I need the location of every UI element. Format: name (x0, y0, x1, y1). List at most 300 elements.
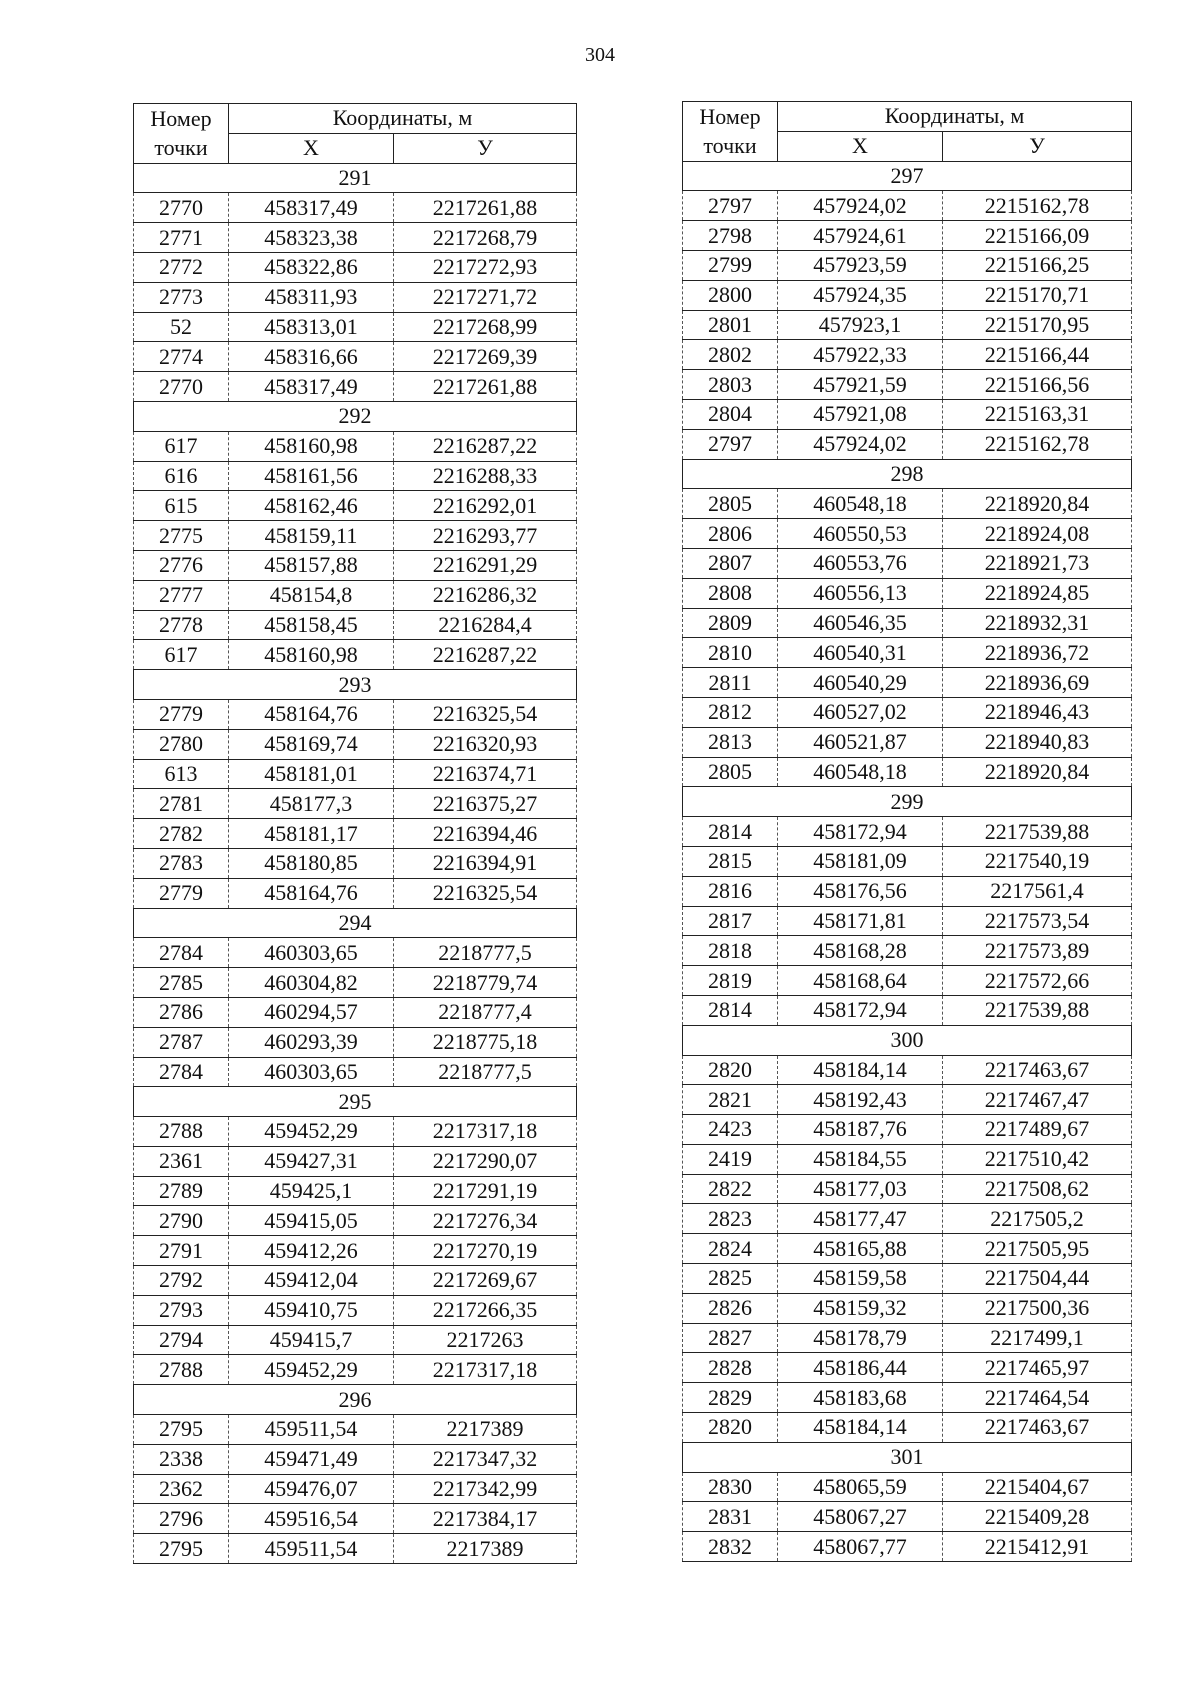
table-row (683, 1234, 1132, 1264)
y-coordinate-cell: 2215162,78 (943, 429, 1132, 459)
coordinates-table-left (133, 103, 577, 1564)
y-coordinate-cell: 2217291,19 (394, 1176, 577, 1206)
point-number-cell: 2778 (134, 610, 229, 640)
point-number-cell: 2826 (683, 1293, 778, 1323)
y-coordinate-cell: 2217463,67 (943, 1055, 1132, 1085)
point-number-cell: 2790 (134, 1206, 229, 1236)
table-row (134, 759, 577, 789)
x-coordinate-cell: 458067,77 (778, 1532, 943, 1562)
point-number-cell: 2787 (134, 1027, 229, 1057)
y-coordinate-cell: 2217573,54 (943, 906, 1132, 936)
table-row (134, 1355, 577, 1385)
x-coordinate-cell: 458168,28 (778, 936, 943, 966)
point-number-cell: 2785 (134, 968, 229, 998)
x-coordinate-cell: 460540,31 (778, 638, 943, 668)
table-row (683, 1055, 1132, 1085)
table-row (134, 1325, 577, 1355)
x-coordinate-cell: 459415,05 (229, 1206, 394, 1236)
y-coordinate-cell: 2217276,34 (394, 1206, 577, 1236)
x-coordinate-cell: 458317,49 (229, 372, 394, 402)
table-row (683, 1204, 1132, 1234)
group-number: 294 (134, 908, 577, 938)
point-number-cell: 2798 (683, 221, 778, 251)
table-row (683, 340, 1132, 370)
x-coordinate-cell: 460293,39 (229, 1027, 394, 1057)
x-coordinate-cell: 458171,81 (778, 906, 943, 936)
x-coordinate-cell: 458187,76 (778, 1115, 943, 1145)
point-number-cell: 2795 (134, 1534, 229, 1564)
y-coordinate-cell: 2217389 (394, 1415, 577, 1445)
x-coordinate-cell: 458176,56 (778, 876, 943, 906)
table-row (134, 1534, 577, 1564)
group-number: 297 (683, 161, 1132, 191)
y-coordinate-cell: 2215404,67 (943, 1472, 1132, 1502)
y-coordinate-cell: 2217572,66 (943, 966, 1132, 996)
x-coordinate-cell: 458177,47 (778, 1204, 943, 1234)
table-row (134, 461, 577, 491)
y-coordinate-cell: 2216293,77 (394, 521, 577, 551)
y-coordinate-cell: 2216288,33 (394, 461, 577, 491)
group-number: 301 (683, 1442, 1132, 1472)
table-row (683, 1115, 1132, 1145)
table-body (134, 163, 577, 1563)
y-coordinate-cell: 2217347,32 (394, 1444, 577, 1474)
y-coordinate-cell: 2215170,71 (943, 280, 1132, 310)
table-row (683, 1144, 1132, 1174)
point-number-cell: 2770 (134, 193, 229, 223)
y-coordinate-cell: 2217317,18 (394, 1355, 577, 1385)
y-coordinate-cell: 2217272,93 (394, 252, 577, 282)
point-number-cell: 2786 (134, 997, 229, 1027)
table-row (683, 1413, 1132, 1443)
table-row (683, 727, 1132, 757)
y-coordinate-cell: 2218936,72 (943, 638, 1132, 668)
group-header-row (683, 459, 1132, 489)
x-coordinate-cell: 458164,76 (229, 878, 394, 908)
point-number-cell: 2800 (683, 280, 778, 310)
point-number-cell: 617 (134, 431, 229, 461)
point-number-cell: 2823 (683, 1204, 778, 1234)
table-row (134, 729, 577, 759)
table-row (683, 876, 1132, 906)
header-coordinates: Координаты, м (778, 102, 1132, 132)
y-coordinate-cell: 2218920,84 (943, 489, 1132, 519)
table-row (134, 938, 577, 968)
point-number-cell: 2784 (134, 938, 229, 968)
table-row (683, 697, 1132, 727)
group-header-row (683, 787, 1132, 817)
y-coordinate-cell: 2218946,43 (943, 697, 1132, 727)
header-x: Х (778, 131, 943, 161)
group-header-row (683, 1025, 1132, 1055)
x-coordinate-cell: 460527,02 (778, 697, 943, 727)
y-coordinate-cell: 2216286,32 (394, 580, 577, 610)
x-coordinate-cell: 458160,98 (229, 640, 394, 670)
x-coordinate-cell: 458180,85 (229, 848, 394, 878)
x-coordinate-cell: 458184,55 (778, 1144, 943, 1174)
x-coordinate-cell: 458313,01 (229, 312, 394, 342)
header-y: У (943, 131, 1132, 161)
point-number-cell: 2816 (683, 876, 778, 906)
y-coordinate-cell: 2217271,72 (394, 282, 577, 312)
table-row (134, 1057, 577, 1087)
table-row (683, 548, 1132, 578)
table-row (683, 429, 1132, 459)
x-coordinate-cell: 458172,94 (778, 995, 943, 1025)
x-coordinate-cell: 458183,68 (778, 1383, 943, 1413)
table-row (683, 250, 1132, 280)
table-row (134, 848, 577, 878)
point-number-cell: 2774 (134, 342, 229, 372)
y-coordinate-cell: 2217389 (394, 1534, 577, 1564)
header-x: Х (229, 133, 394, 163)
point-number-cell: 2362 (134, 1474, 229, 1504)
table-row (134, 312, 577, 342)
x-coordinate-cell: 459415,7 (229, 1325, 394, 1355)
x-coordinate-cell: 460548,18 (778, 489, 943, 519)
table-row (134, 1236, 577, 1266)
y-coordinate-cell: 2216325,54 (394, 699, 577, 729)
header-point-number: Номер точки (134, 104, 229, 164)
x-coordinate-cell: 457924,02 (778, 429, 943, 459)
y-coordinate-cell: 2217510,42 (943, 1144, 1132, 1174)
x-coordinate-cell: 458192,43 (778, 1085, 943, 1115)
y-coordinate-cell: 2217266,35 (394, 1295, 577, 1325)
x-coordinate-cell: 458172,94 (778, 817, 943, 847)
table-row (683, 608, 1132, 638)
x-coordinate-cell: 459412,04 (229, 1266, 394, 1296)
x-coordinate-cell: 458157,88 (229, 550, 394, 580)
coordinates-table-right (682, 101, 1132, 1562)
group-number: 300 (683, 1025, 1132, 1055)
y-coordinate-cell: 2217261,88 (394, 193, 577, 223)
y-coordinate-cell: 2215412,91 (943, 1532, 1132, 1562)
y-coordinate-cell: 2218777,5 (394, 938, 577, 968)
x-coordinate-cell: 457923,1 (778, 310, 943, 340)
point-number-cell: 2817 (683, 906, 778, 936)
group-number: 291 (134, 163, 577, 193)
x-coordinate-cell: 459427,31 (229, 1146, 394, 1176)
point-number-cell: 2822 (683, 1174, 778, 1204)
table-row (683, 399, 1132, 429)
x-coordinate-cell: 459471,49 (229, 1444, 394, 1474)
y-coordinate-cell: 2217290,07 (394, 1146, 577, 1176)
point-number-cell: 2802 (683, 340, 778, 370)
header-coordinates: Координаты, м (229, 104, 577, 134)
x-coordinate-cell: 460546,35 (778, 608, 943, 638)
point-number-cell: 2771 (134, 223, 229, 253)
table-row (134, 521, 577, 551)
point-number-cell: 2796 (134, 1504, 229, 1534)
point-number-cell: 2804 (683, 399, 778, 429)
x-coordinate-cell: 458159,11 (229, 521, 394, 551)
point-number-cell: 2801 (683, 310, 778, 340)
y-coordinate-cell: 2216320,93 (394, 729, 577, 759)
table-row (134, 1266, 577, 1296)
table-row (134, 968, 577, 998)
table-row (683, 1383, 1132, 1413)
x-coordinate-cell: 458181,09 (778, 846, 943, 876)
point-number-cell: 2807 (683, 548, 778, 578)
x-coordinate-cell: 458162,46 (229, 491, 394, 521)
point-number-cell: 2773 (134, 282, 229, 312)
x-coordinate-cell: 460294,57 (229, 997, 394, 1027)
y-coordinate-cell: 2217464,54 (943, 1383, 1132, 1413)
x-coordinate-cell: 458159,32 (778, 1293, 943, 1323)
x-coordinate-cell: 458164,76 (229, 699, 394, 729)
point-number-cell: 2361 (134, 1146, 229, 1176)
x-coordinate-cell: 460548,18 (778, 757, 943, 787)
table-row (134, 878, 577, 908)
y-coordinate-cell: 2216287,22 (394, 431, 577, 461)
x-coordinate-cell: 460304,82 (229, 968, 394, 998)
group-header-row (134, 401, 577, 431)
point-number-cell: 2776 (134, 550, 229, 580)
table-row (683, 906, 1132, 936)
y-coordinate-cell: 2217269,39 (394, 342, 577, 372)
y-coordinate-cell: 2217540,19 (943, 846, 1132, 876)
x-coordinate-cell: 459476,07 (229, 1474, 394, 1504)
y-coordinate-cell: 2215166,56 (943, 370, 1132, 400)
x-coordinate-cell: 458181,01 (229, 759, 394, 789)
table-row (683, 191, 1132, 221)
table-row (683, 1293, 1132, 1323)
y-coordinate-cell: 2218777,4 (394, 997, 577, 1027)
x-coordinate-cell: 458186,44 (778, 1353, 943, 1383)
table-row (134, 1295, 577, 1325)
point-number-cell: 2814 (683, 817, 778, 847)
point-number-cell: 2803 (683, 370, 778, 400)
group-number: 295 (134, 1087, 577, 1117)
x-coordinate-cell: 458154,8 (229, 580, 394, 610)
y-coordinate-cell: 2217508,62 (943, 1174, 1132, 1204)
point-number-cell: 2788 (134, 1117, 229, 1147)
table-row (683, 1353, 1132, 1383)
x-coordinate-cell: 458181,17 (229, 819, 394, 849)
x-coordinate-cell: 457923,59 (778, 250, 943, 280)
point-number-cell: 2789 (134, 1176, 229, 1206)
y-coordinate-cell: 2217384,17 (394, 1504, 577, 1534)
x-coordinate-cell: 457921,08 (778, 399, 943, 429)
y-coordinate-cell: 2218779,74 (394, 968, 577, 998)
y-coordinate-cell: 2217489,67 (943, 1115, 1132, 1145)
y-coordinate-cell: 2217573,89 (943, 936, 1132, 966)
point-number-cell: 2782 (134, 819, 229, 849)
group-header-row (134, 670, 577, 700)
y-coordinate-cell: 2216284,4 (394, 610, 577, 640)
x-coordinate-cell: 458177,03 (778, 1174, 943, 1204)
point-number-cell: 2825 (683, 1264, 778, 1294)
table-row (134, 252, 577, 282)
point-number-cell: 2780 (134, 729, 229, 759)
y-coordinate-cell: 2216394,46 (394, 819, 577, 849)
y-coordinate-cell: 2217465,97 (943, 1353, 1132, 1383)
group-header-row (134, 1087, 577, 1117)
table-row (134, 1444, 577, 1474)
x-coordinate-cell: 457922,33 (778, 340, 943, 370)
point-number-cell: 2775 (134, 521, 229, 551)
y-coordinate-cell: 2217539,88 (943, 995, 1132, 1025)
x-coordinate-cell: 459511,54 (229, 1534, 394, 1564)
point-number-cell: 2832 (683, 1532, 778, 1562)
point-number-cell: 2806 (683, 519, 778, 549)
point-number-cell: 2821 (683, 1085, 778, 1115)
y-coordinate-cell: 2217261,88 (394, 372, 577, 402)
point-number-cell: 2824 (683, 1234, 778, 1264)
x-coordinate-cell: 458168,64 (778, 966, 943, 996)
table-row (683, 757, 1132, 787)
point-number-cell: 617 (134, 640, 229, 670)
table-row (134, 580, 577, 610)
y-coordinate-cell: 2217342,99 (394, 1474, 577, 1504)
table-body (683, 161, 1132, 1561)
y-coordinate-cell: 2217499,1 (943, 1323, 1132, 1353)
y-coordinate-cell: 2218924,08 (943, 519, 1132, 549)
table-row (134, 1146, 577, 1176)
point-number-cell: 2809 (683, 608, 778, 638)
point-number-cell: 2818 (683, 936, 778, 966)
x-coordinate-cell: 460550,53 (778, 519, 943, 549)
x-coordinate-cell: 457924,61 (778, 221, 943, 251)
group-header-row (683, 161, 1132, 191)
table-row (134, 819, 577, 849)
table-row (683, 668, 1132, 698)
x-coordinate-cell: 458184,14 (778, 1413, 943, 1443)
x-coordinate-cell: 460521,87 (778, 727, 943, 757)
point-number-cell: 2805 (683, 757, 778, 787)
table-row (683, 1174, 1132, 1204)
y-coordinate-cell: 2215166,44 (943, 340, 1132, 370)
point-number-cell: 2829 (683, 1383, 778, 1413)
table-row (683, 1264, 1132, 1294)
point-number-cell: 2815 (683, 846, 778, 876)
y-coordinate-cell: 2217467,47 (943, 1085, 1132, 1115)
y-coordinate-cell: 2216375,27 (394, 789, 577, 819)
table-row (683, 1085, 1132, 1115)
y-coordinate-cell: 2217317,18 (394, 1117, 577, 1147)
x-coordinate-cell: 457921,59 (778, 370, 943, 400)
table-row (134, 699, 577, 729)
x-coordinate-cell: 458323,38 (229, 223, 394, 253)
point-number-cell: 2813 (683, 727, 778, 757)
table-row (134, 1415, 577, 1445)
x-coordinate-cell: 458165,88 (778, 1234, 943, 1264)
y-coordinate-cell: 2217504,44 (943, 1264, 1132, 1294)
table-row (134, 1027, 577, 1057)
point-number-cell: 2770 (134, 372, 229, 402)
x-coordinate-cell: 459410,75 (229, 1295, 394, 1325)
point-number-cell: 2779 (134, 878, 229, 908)
point-number-cell: 2338 (134, 1444, 229, 1474)
table-row (683, 370, 1132, 400)
point-number-cell: 615 (134, 491, 229, 521)
x-coordinate-cell: 458317,49 (229, 193, 394, 223)
point-number-cell: 2795 (134, 1415, 229, 1445)
point-number-cell: 2772 (134, 252, 229, 282)
point-number-cell: 2791 (134, 1236, 229, 1266)
y-coordinate-cell: 2218936,69 (943, 668, 1132, 698)
x-coordinate-cell: 458184,14 (778, 1055, 943, 1085)
y-coordinate-cell: 2217270,19 (394, 1236, 577, 1266)
point-number-cell: 2799 (683, 250, 778, 280)
x-coordinate-cell: 458161,56 (229, 461, 394, 491)
y-coordinate-cell: 2216292,01 (394, 491, 577, 521)
header-y: У (394, 133, 577, 163)
x-coordinate-cell: 459516,54 (229, 1504, 394, 1534)
table-row (683, 936, 1132, 966)
point-number-cell: 2781 (134, 789, 229, 819)
y-coordinate-cell: 2217539,88 (943, 817, 1132, 847)
table-row (134, 193, 577, 223)
x-coordinate-cell: 460303,65 (229, 938, 394, 968)
group-header-row (134, 1385, 577, 1415)
table-row (683, 519, 1132, 549)
table-row (683, 280, 1132, 310)
y-coordinate-cell: 2216374,71 (394, 759, 577, 789)
point-number-cell: 2820 (683, 1413, 778, 1443)
table-row (134, 342, 577, 372)
table-row (134, 640, 577, 670)
table-row (683, 638, 1132, 668)
point-number-cell: 2812 (683, 697, 778, 727)
x-coordinate-cell: 458177,3 (229, 789, 394, 819)
y-coordinate-cell: 2218921,73 (943, 548, 1132, 578)
y-coordinate-cell: 2216394,91 (394, 848, 577, 878)
x-coordinate-cell: 457924,35 (778, 280, 943, 310)
y-coordinate-cell: 2215170,95 (943, 310, 1132, 340)
point-number-cell: 616 (134, 461, 229, 491)
table-row (134, 282, 577, 312)
point-number-cell: 2831 (683, 1502, 778, 1532)
y-coordinate-cell: 2217561,4 (943, 876, 1132, 906)
y-coordinate-cell: 2216291,29 (394, 550, 577, 580)
point-number-cell: 2777 (134, 580, 229, 610)
point-number-cell: 2797 (683, 191, 778, 221)
x-coordinate-cell: 458065,59 (778, 1472, 943, 1502)
y-coordinate-cell: 2218932,31 (943, 608, 1132, 638)
point-number-cell: 2423 (683, 1115, 778, 1145)
x-coordinate-cell: 457924,02 (778, 191, 943, 221)
point-number-cell: 2805 (683, 489, 778, 519)
table-row (134, 431, 577, 461)
y-coordinate-cell: 2216325,54 (394, 878, 577, 908)
point-number-cell: 2783 (134, 848, 229, 878)
y-coordinate-cell: 2217268,79 (394, 223, 577, 253)
x-coordinate-cell: 459425,1 (229, 1176, 394, 1206)
x-coordinate-cell: 459452,29 (229, 1355, 394, 1385)
y-coordinate-cell: 2218777,5 (394, 1057, 577, 1087)
x-coordinate-cell: 458178,79 (778, 1323, 943, 1353)
x-coordinate-cell: 458160,98 (229, 431, 394, 461)
point-number-cell: 2792 (134, 1266, 229, 1296)
y-coordinate-cell: 2217505,95 (943, 1234, 1132, 1264)
y-coordinate-cell: 2217505,2 (943, 1204, 1132, 1234)
table-row (134, 550, 577, 580)
table-row (134, 491, 577, 521)
point-number-cell: 2810 (683, 638, 778, 668)
header-point-number: Номер точки (683, 102, 778, 162)
y-coordinate-cell: 2215166,09 (943, 221, 1132, 251)
x-coordinate-cell: 460556,13 (778, 578, 943, 608)
table-row (134, 1206, 577, 1236)
y-coordinate-cell: 2218775,18 (394, 1027, 577, 1057)
table-row (683, 1472, 1132, 1502)
table-row (134, 372, 577, 402)
point-number-cell: 2808 (683, 578, 778, 608)
table-row (683, 846, 1132, 876)
point-number-cell: 2811 (683, 668, 778, 698)
group-header-row (134, 163, 577, 193)
